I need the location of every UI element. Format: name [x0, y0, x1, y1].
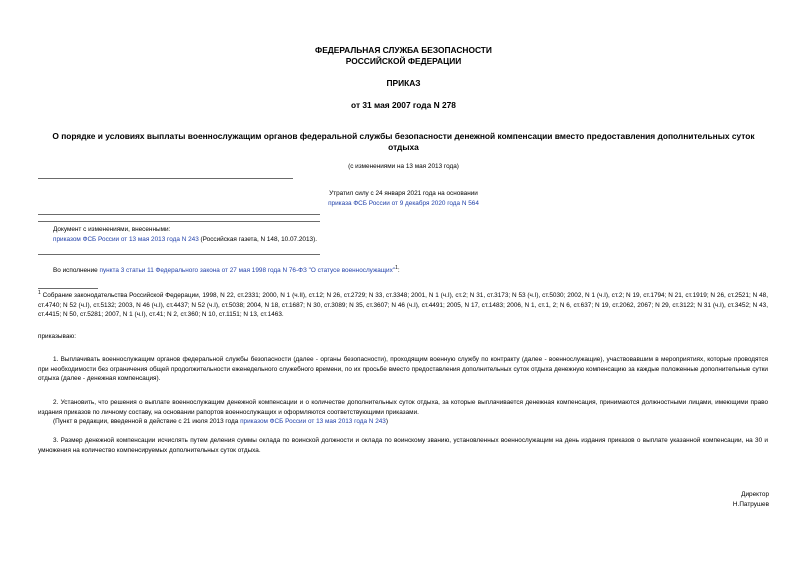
agency-name-line2: РОССИЙСКОЙ ФЕДЕРАЦИИ [345, 56, 462, 66]
point-2-note [53, 417, 768, 427]
separator-rule [38, 254, 320, 255]
document-type: ПРИКАЗ [386, 78, 421, 88]
footnote-text: Собрание законодательства Российской Федерации, 1998, N 22, ст.2331; 2000, N 1 (ч.II), ст.12; N 26, ст.2729; N 33, ст.3348; 2001, N 1 (ч.I), ст.2; N 31, ст.3173; N 53 (ч.I), ст.5030; 2002, N 1 (ч.I), ст.2; N 19, ст.1794; N 21, ст.1919; N 26, ст.2521; N 48, ст.4740; N 52 (ч.I), ст.5132; 2003, N 46 (ч.I), ст.4437; N 52 (ч.I), ст.5038; 2004, N 18, ст.1687; N 30, ст.3089; N 35, ст.3607; N 46 (ч.I), ст.4491; 2005, N 17, ст.1483; 2006, N 1, ст.1, 2; N 6, ст.637; N 19, ст.2062, 2067; N 29, ст.3122; N 31 (ч.I), ст.3452; N 43, ст.4415; N 50, ст.5281; 2007, N 1 (ч.I), ст.41; N 2, ст.360; N 10, ст.1151; N 13, ст.1463. [38, 292, 768, 319]
separator-rule [38, 221, 320, 222]
separator-rule [38, 214, 320, 215]
signature-name: Н.Патрушев [732, 501, 769, 508]
amendment-order-link[interactable]: приказом ФСБ России от 13 мая 2013 года N 243 [53, 235, 199, 243]
footnote-rule [38, 288, 98, 289]
point-2: 2. Установить, что решения о выплате военнослужащим денежной компенсации и о количестве дополнительных суток отдыха, за которые выплачивается денежная компенсация, принимаются должностными лицами, имеющими право издания приказов по личному составу, на основании рапортов военнослужащих и оформляются соответствующими приказами. [38, 399, 768, 416]
signature-position: Директор [741, 491, 769, 498]
amendments-block [53, 225, 753, 244]
footnote-reference[interactable]: 1 [395, 264, 398, 271]
point-2-amendment-link[interactable]: приказом ФСБ России от 13 мая 2013 года N 243 [240, 418, 386, 425]
status-order-link[interactable]: приказа ФСБ России от 9 декабря 2020 года N 564 [328, 199, 479, 207]
order-word: приказываю: [38, 333, 76, 340]
footnote-mark: 1 [38, 289, 41, 296]
revision-note: (с изменениями на 13 мая 2013 года) [348, 163, 459, 170]
document-title: О порядке и условиях выплаты военнослужащим органов федеральной службы безопасности денежной компенсации вместо предоставления дополнительных суток отдыха [52, 131, 755, 152]
separator-rule [38, 178, 293, 179]
federal-law-link[interactable]: пункта 3 статьи 11 Федерального закона от 27 мая 1998 года N 76-ФЗ "О статусе военнослужащих" [99, 267, 396, 274]
amendment-source: (Российская газета, N 148, 10.07.2013). [198, 235, 317, 243]
point-3: 3. Размер денежной компенсации исчислять путем деления суммы оклада по воинской должности и оклада по воинскому званию, установленных военнослужащим на день издания приказов о выплате указанной компенсации, на 30 и умножения на количество компенсируемых дополнительных суток отдыха. [38, 437, 768, 454]
status-text: Утратил силу с 24 января 2021 года на основании [329, 190, 478, 197]
footnote [38, 291, 768, 320]
document-date: от 31 мая 2007 года N 278 [351, 100, 456, 110]
point-2-note-suffix: ) [385, 418, 388, 425]
amendments-intro: Документ с изменениями, внесенными: [53, 226, 171, 233]
agency-name-line1: ФЕДЕРАЛЬНАЯ СЛУЖБА БЕЗОПАСНОСТИ [315, 45, 492, 55]
point-1: 1. Выплачивать военнослужащим органов федеральной службы безопасности (далее - органы безопасности), проходящим военную службу по контракту (далее - военнослужащие), участвовавшим в мероприятиях, которые проводятся при необходимости без ограничения общей продолжительности еженедельного служебного времени, по их просьбе вместо предоставления дополнительных суток отдыха денежную компенсацию за каждые положенные дополнительные сутки отдыха (далее - денежная компенсация). [38, 356, 768, 383]
preamble-suffix: : [397, 267, 400, 274]
preamble-prefix: Во исполнение [53, 267, 100, 274]
point-2-note-prefix: (Пункт в редакции, введенной в действие с 21 июля 2013 года [53, 418, 241, 425]
preamble [53, 266, 773, 276]
status-block [0, 189, 807, 208]
